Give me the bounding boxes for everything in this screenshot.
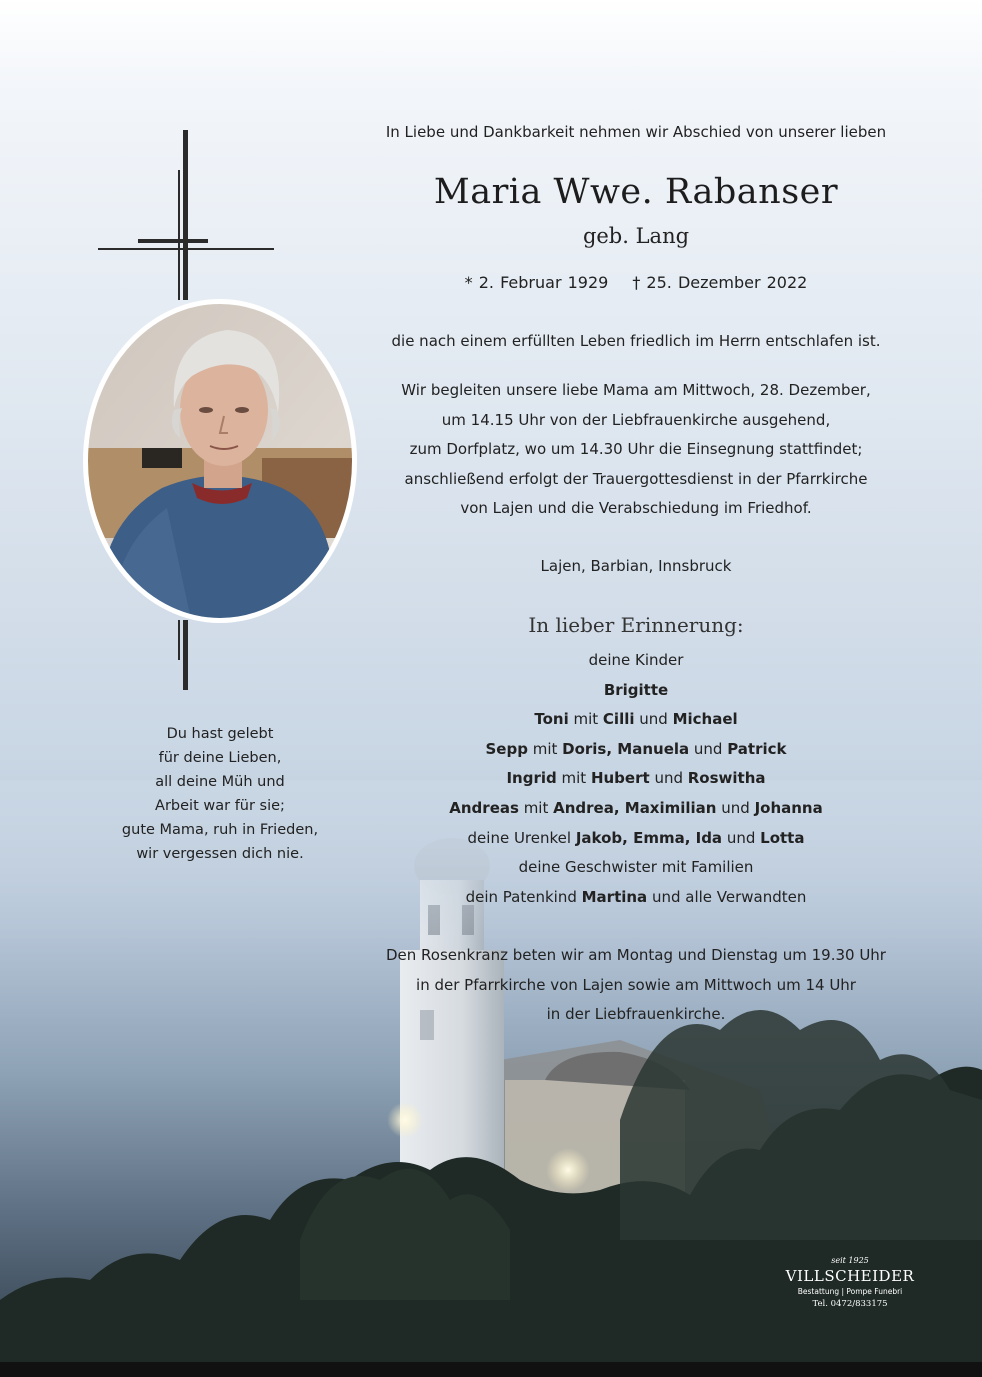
intro-text: In Liebe und Dankbarkeit nehmen wir Abschied von unserer lieben [385, 123, 887, 141]
logo-brand: VILLSCHEIDER [785, 1267, 915, 1285]
passing-text: die nach einem erfüllten Leben friedlich im Herrn entschlafen ist. [391, 332, 881, 350]
poem-line: all deine Müh und [155, 774, 285, 790]
rosary-line: Den Rosenkranz beten wir am Montag und Dienstag um 19.30 Uhr [386, 946, 886, 964]
funeral-line: zum Dorfplatz, wo um 14.30 Uhr die Einsegnung stattfindet; [409, 440, 863, 459]
rosary-line: in der Pfarrkirche von Lajen sowie am Mittwoch um 14 Uhr [416, 975, 856, 994]
poem-line: für deine Lieben, [158, 750, 282, 766]
poem [100, 722, 340, 866]
birth-date: * 2. Februar 1929 [464, 273, 609, 292]
poem-line: gute Mama, ruh in Frieden, [121, 822, 319, 838]
funeral-line: von Lajen und die Verabschiedung im Friedhof. [460, 499, 812, 518]
family-line: deine Urenkel Jakob, Emma, Ida und Lotta [467, 828, 805, 847]
birth-name: geb. Lang [582, 224, 690, 248]
family-line: Sepp mit Doris, Manuela und Patrick [485, 739, 787, 758]
family-line: deine Kinder [588, 651, 684, 669]
places-text: Lajen, Barbian, Innsbruck [540, 557, 732, 575]
poem-line: wir vergessen dich nie. [136, 846, 304, 862]
family-line: Ingrid mit Hubert und Roswitha [506, 769, 766, 788]
bottom-border [0, 1362, 982, 1377]
poem-line: Arbeit war für sie; [155, 798, 285, 814]
family-line: Brigitte [603, 680, 669, 699]
rosary-line: in der Liebfrauenkirche. [546, 1005, 726, 1024]
funeral-line: Wir begleiten unsere liebe Mama am Mittwoch, 28. Dezember, [401, 381, 871, 399]
funeral-line: um 14.15 Uhr von der Liebfrauenkirche ausgehend, [441, 410, 831, 429]
family-line: Toni mit Cilli und Michael [534, 710, 738, 729]
funeral-line: anschließend erfolgt der Trauergottesdienst in der Pfarrkirche [404, 469, 868, 488]
life-dates [362, 268, 910, 298]
deceased-name: Maria Wwe. Rabanser [433, 172, 839, 212]
rosary-details [362, 941, 910, 1030]
family-line: Andreas mit Andrea, Maximilian und Johanna [449, 798, 823, 817]
undertaker-logo [770, 1256, 930, 1311]
family-line: deine Geschwister mit Familien [518, 858, 754, 877]
memory-title: In lieber Erinnerung: [528, 613, 744, 637]
logo-phone: Tel. 0472/833175 [812, 1299, 888, 1309]
family-line: dein Patenkind Martina und alle Verwandten [465, 887, 807, 906]
logo-subtitle: Bestattung | Pompe Funebri [797, 1287, 903, 1296]
family-list [362, 646, 910, 912]
poem-line: Du hast gelebt [166, 726, 274, 742]
death-date: † 25. Dezember 2022 [632, 273, 808, 292]
logo-since: seit 1925 [831, 1256, 869, 1265]
funeral-details [362, 376, 910, 524]
portrait-photo [82, 298, 358, 624]
